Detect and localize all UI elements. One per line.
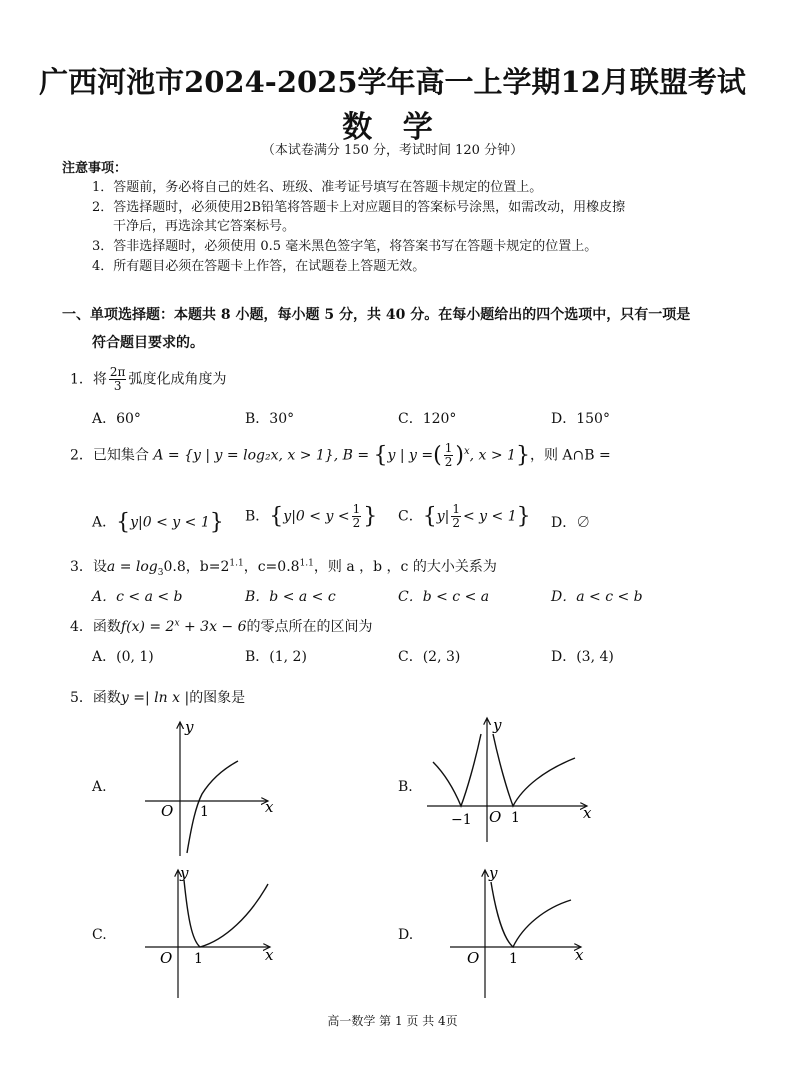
q1-option-d: D．150° <box>551 411 610 427</box>
q4-number: 4． <box>70 619 93 635</box>
q2-b-pre: y|0 < y < <box>283 508 350 525</box>
q4-fx: f(x) = 2 <box>120 619 175 635</box>
q2-c-brace-open: { <box>422 504 437 529</box>
question-4 <box>70 616 373 636</box>
y-label: y <box>489 864 498 882</box>
q2-a-brace-close: } <box>209 510 224 535</box>
q2-d-text: ∅ <box>576 515 591 531</box>
q2-number: 2． <box>70 447 93 464</box>
q3-a-val: 0.8 <box>163 559 186 575</box>
q3-option-c: C．b < c < a <box>398 589 490 605</box>
q5-number: 5． <box>70 690 93 706</box>
q4-fx-post: + 3x − 6 <box>179 619 247 635</box>
q5-option-d-label: D. <box>398 927 414 943</box>
q2-half <box>444 442 454 469</box>
q2-c-post: < y < 1 <box>463 508 517 525</box>
q2-c-label: C． <box>398 508 423 525</box>
q2-b-label: B． <box>245 508 270 525</box>
q1-option-a: A．60° <box>92 411 141 427</box>
question-1 <box>70 366 226 393</box>
q5-fx: y =| ln x | <box>120 690 190 706</box>
q1-frac-num: 2π <box>109 365 126 379</box>
x-label: x <box>265 946 274 964</box>
q2-half-num: 1 <box>444 441 453 455</box>
q2-set-a: A = {y | y = log₂x, x > 1}, B = <box>153 447 370 464</box>
q5-option-a-label: A. <box>92 779 107 795</box>
origin-label: O <box>161 802 174 820</box>
q3-b-sup: 1.1 <box>229 558 244 569</box>
q4-pre: 函数 <box>92 619 121 635</box>
neg-one-label: −1 <box>451 812 472 828</box>
q3-number: 3． <box>70 559 93 575</box>
q4-option-d: D．(3, 4) <box>551 649 614 665</box>
q2-set-b-pre: y | y = <box>387 447 434 464</box>
q1-fraction <box>109 366 127 393</box>
one-label: 1 <box>511 810 520 826</box>
q2-c-frac <box>451 503 461 530</box>
curve-left <box>433 734 481 806</box>
q2-option-a <box>92 510 224 535</box>
q1-option-b: B．30° <box>245 411 295 427</box>
origin-label: O <box>467 949 480 967</box>
q4-option-a: A．(0, 1) <box>92 649 154 665</box>
q2-option-b <box>245 503 377 530</box>
q2-d-label: D． <box>551 515 577 531</box>
subject-title: 数 学 <box>342 110 443 145</box>
q3-c-sup: 1.1 <box>299 558 314 569</box>
notice-item-4: 4．所有题目必须在答题卡上作答，在试题卷上答题无效。 <box>92 259 426 274</box>
q5-graph-c <box>140 864 290 999</box>
q1-number: 1． <box>70 371 93 388</box>
q2-c-num: 1 <box>452 502 460 516</box>
q2-b-num: 1 <box>352 502 361 516</box>
q2-paren-open: ( <box>433 443 442 468</box>
one-label: 1 <box>194 951 203 967</box>
y-label: y <box>180 864 189 882</box>
q2-option-d <box>551 512 590 532</box>
exam-note: （本试卷满分 150 分，考试时间 120 分钟） <box>261 143 524 158</box>
exam-title: 广西河池市2024-2025学年高一上学期12月联盟考试 <box>39 65 746 99</box>
q2-a-label: A． <box>92 514 117 531</box>
q4-tail: 的零点所在的区间为 <box>246 619 373 635</box>
question-5 <box>70 687 245 707</box>
q2-tail: ，则 A∩B = <box>529 447 611 464</box>
q1-frac-den: 3 <box>113 379 122 393</box>
q2-a-text: y|0 < y < 1 <box>130 514 210 531</box>
question-2 <box>70 442 611 469</box>
q2-c-pre: y| <box>436 508 450 525</box>
q3-option-a: A．c < a < b <box>92 589 183 605</box>
q2-set-b-post: , x > 1 <box>469 447 516 464</box>
q5-option-c-label: C. <box>92 927 107 943</box>
one-label: 1 <box>509 951 518 967</box>
curve <box>491 882 571 947</box>
q4-option-b: B．(1, 2) <box>245 649 307 665</box>
q2-half-den: 2 <box>444 455 453 469</box>
notice-item-2-cont: 干净后，再选涂其它答案标号。 <box>113 219 296 234</box>
q5-pre: 函数 <box>92 690 121 706</box>
q5-tail: 的图象是 <box>189 690 246 706</box>
section-heading-line1: 一、单项选择题：本题共 8 小题，每小题 5 分，共 40 分。在每小题给出的四个选项中，只有一项是 <box>62 307 691 323</box>
q2-b-brace-close: } <box>363 504 378 529</box>
q3-b: ，b=2 <box>185 559 230 575</box>
q2-b-den: 2 <box>352 516 361 530</box>
x-label: x <box>583 804 592 822</box>
q1-pre: 将 <box>92 371 107 388</box>
q5-graph-d <box>445 864 590 999</box>
q1-post: 弧度化成角度为 <box>128 371 227 388</box>
notice-item-1: 1．答题前，务必将自己的姓名、班级、准考证号填写在答题卡规定的位置上。 <box>92 180 543 195</box>
q2-a-brace-open: { <box>116 510 131 535</box>
q3-pre: 设 <box>92 559 107 575</box>
one-label: 1 <box>200 804 209 820</box>
q2-option-c <box>398 503 531 530</box>
x-label: x <box>575 946 584 964</box>
origin-label: O <box>489 808 502 826</box>
q5-graph-b <box>425 712 595 842</box>
curve <box>184 880 268 947</box>
q2-c-den: 2 <box>452 516 460 530</box>
q4-option-c: C．(2, 3) <box>398 649 461 665</box>
q4-fx-sup: x <box>174 618 180 629</box>
origin-label: O <box>160 949 173 967</box>
notice-item-2: 2．答选择题时，必须使用2B铅笔将答题卡上对应题目的答案标号涂黑，如需改动，用橡皮擦 <box>92 200 626 215</box>
q3-option-b: B．b < a < c <box>245 589 336 605</box>
q2-b-brace-open: { <box>269 504 284 529</box>
q3-c: ，c=0.8 <box>243 559 300 575</box>
notice-heading: 注意事项： <box>62 161 128 176</box>
q2-paren-close: ) <box>455 443 464 468</box>
q3-a-sub: 3 <box>157 567 164 578</box>
q2-c-brace-close: } <box>516 504 531 529</box>
q2-brace-open: { <box>373 443 388 468</box>
q5-option-b-label: B. <box>398 779 413 795</box>
curve <box>187 761 238 853</box>
q1-option-c: C．120° <box>398 411 457 427</box>
q3-tail: ，则 a ，b ，c 的大小关系为 <box>313 559 497 575</box>
section-heading-line2: 符合题目要求的。 <box>92 335 204 351</box>
y-label: y <box>185 718 194 736</box>
x-label: x <box>265 798 274 816</box>
notice-item-3: 3．答非选择题时，必须使用 0.5 毫米黑色签字笔，将答案书写在答题卡规定的位置上。 <box>92 239 598 254</box>
q3-option-d: D．a < c < b <box>551 589 643 605</box>
q3-a: a = log <box>106 559 158 575</box>
q2-brace-close: } <box>515 443 530 468</box>
q2-b-frac <box>352 503 362 530</box>
question-3 <box>70 556 497 578</box>
curve-right <box>493 734 575 806</box>
y-label: y <box>493 716 502 734</box>
page-footer: 高一数学 第 1 页 共 4页 <box>327 1014 458 1028</box>
q5-graph-a <box>140 718 290 858</box>
q2-exp: x <box>463 445 470 457</box>
q2-pre: 已知集合 <box>92 447 149 464</box>
